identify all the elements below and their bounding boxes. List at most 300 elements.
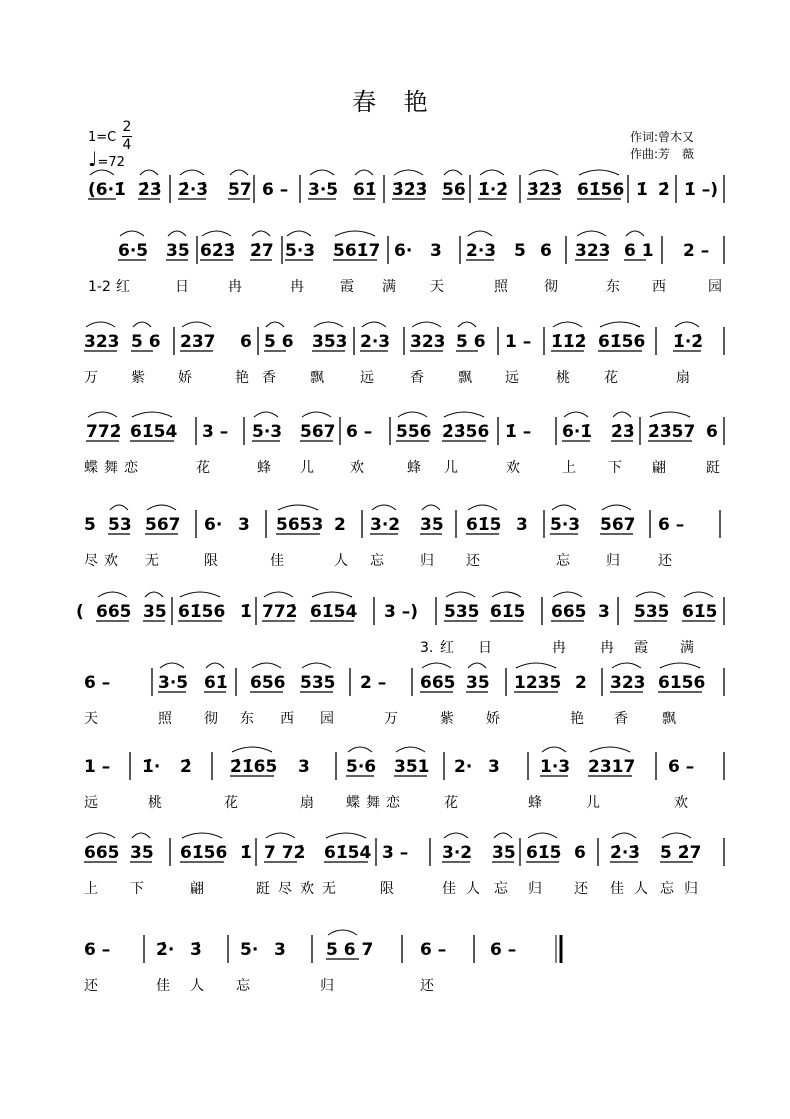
lyric-char: 欢 — [104, 553, 118, 569]
note-group: 61̇54 — [130, 422, 178, 442]
slur-arc — [145, 592, 163, 597]
lyric-char: 满 — [382, 279, 396, 295]
lyric-char: 3. — [420, 640, 434, 656]
song-title: 春 艳 — [352, 88, 438, 116]
slur-arc — [590, 747, 630, 752]
note-group: 6 – — [490, 940, 517, 960]
lyric-char: 扇 — [300, 795, 314, 811]
lyric-char: 归 — [606, 553, 620, 569]
lyric-char: 西 — [652, 279, 666, 295]
slur-arc — [314, 322, 343, 327]
slur-arc — [412, 322, 441, 327]
note-group: 6 — [574, 843, 586, 863]
lyric-char: 冉 — [552, 640, 566, 656]
note-group: 535 — [634, 602, 670, 622]
slur-arc — [86, 322, 115, 327]
note-group: 61̇ — [204, 673, 228, 693]
note-group: 61̇5 — [490, 602, 526, 622]
slur-arc — [480, 170, 504, 175]
slur-arc — [612, 663, 641, 668]
slur-arc — [362, 322, 386, 327]
lyric-char: 天 — [84, 711, 98, 727]
note-group: 6 — [240, 332, 252, 352]
note-group: 567 — [145, 515, 181, 535]
score-line — [84, 930, 561, 994]
slur-arc — [264, 592, 293, 597]
note-group: 1̇· — [142, 757, 161, 777]
note-group: 2̇3̇ — [611, 422, 635, 442]
slur-arc — [662, 833, 691, 838]
lyric-char: 佳 — [156, 978, 170, 994]
note-group: 6· — [394, 241, 413, 261]
slur-arc — [600, 322, 640, 327]
lyric-char: 万 — [384, 711, 398, 727]
slur-arc — [579, 170, 619, 175]
slur-arc — [140, 170, 158, 175]
note-group: 5 6 7 — [326, 940, 374, 960]
lyric-char: 人 — [190, 978, 204, 994]
lyric-char: 蜂 — [407, 460, 421, 476]
note-group: 2̇3̇56 — [442, 422, 490, 442]
note-group: 323 — [575, 241, 611, 261]
time-signature-bottom: 4 — [122, 137, 132, 153]
slur-arc — [182, 322, 211, 327]
note-group: 61̇54 — [324, 843, 372, 863]
note-group: 1̇ — [240, 602, 252, 622]
slur-arc — [287, 231, 311, 236]
lyricist-credit: 作词:曾木又 — [630, 130, 695, 144]
slur-arc — [444, 170, 462, 175]
note-group: 2̇ — [180, 757, 192, 777]
note-group: 3̇ — [190, 940, 202, 960]
lyric-char: 舞 — [104, 460, 118, 476]
lyric-char: 人 — [634, 881, 648, 897]
note-group: 5·3 — [550, 515, 581, 535]
slur-arc — [422, 505, 440, 510]
note-group: 665 — [551, 602, 587, 622]
lyric-char: 还 — [658, 553, 672, 569]
score-line — [76, 592, 724, 656]
slur-arc — [86, 833, 115, 838]
lyric-char: 恋 — [124, 460, 138, 476]
note-group: 5· — [240, 940, 259, 960]
slur-arc — [650, 412, 690, 417]
slur-arc — [168, 231, 186, 236]
slur-arc — [492, 592, 521, 597]
score-line — [84, 663, 724, 727]
slur-arc — [180, 592, 220, 597]
lyric-char: 儿 — [444, 460, 458, 476]
note-group: 656 — [250, 673, 286, 693]
lyric-char: 冉 — [228, 279, 242, 295]
slur-arc — [132, 833, 150, 838]
lyric-char: 限 — [204, 553, 218, 569]
lyric-char: 1-2 — [88, 279, 111, 295]
note-group: 556 — [396, 422, 432, 442]
lyric-char: 限 — [380, 881, 394, 897]
note-group: 3 — [488, 757, 500, 777]
note-group: 2317 — [588, 757, 636, 777]
note-group: 6 – — [658, 515, 685, 535]
slur-arc — [180, 170, 204, 175]
slur-arc — [444, 412, 484, 417]
lyric-char: 彻 — [204, 711, 218, 727]
lyric-char: 儿 — [586, 795, 600, 811]
note-group: 3·2 — [370, 515, 401, 535]
lyric-char: 娇 — [178, 370, 192, 386]
lyric-char: 还 — [84, 978, 98, 994]
lyric-char: 天 — [430, 279, 444, 295]
note-group: 2 – — [360, 673, 387, 693]
note-group: 35 — [143, 602, 167, 622]
slur-arc — [302, 663, 331, 668]
composer-credit: 作曲:芳 薇 — [630, 147, 695, 161]
slur-arc — [458, 322, 476, 327]
lyric-char: 无 — [322, 881, 336, 897]
note-group: 1235 — [514, 673, 562, 693]
slur-arc — [564, 412, 588, 417]
slur-arc — [348, 747, 372, 752]
lyric-char: 扇 — [676, 370, 690, 386]
lyric-char: 艳 — [235, 370, 249, 386]
lyric-char: 西 — [280, 711, 294, 727]
note-group: 1 – — [505, 332, 532, 352]
lyric-char: 忘 — [494, 881, 508, 897]
note-group: 3·2 — [442, 843, 473, 863]
score-line — [84, 747, 724, 811]
lyric-char: 东 — [606, 279, 620, 295]
lyric-char: 香 — [262, 370, 276, 386]
slur-arc — [494, 833, 512, 838]
note-group: 2̇1̇65 — [230, 757, 278, 777]
note-group: 3·5 — [158, 673, 189, 693]
lyric-char: 忘 — [370, 553, 384, 569]
lyric-char: 香 — [614, 711, 628, 727]
lyric-char: 忘 — [236, 978, 250, 994]
score-line — [88, 231, 724, 295]
lyric-char: 翩 — [652, 460, 666, 476]
lyric-char: 东 — [240, 711, 254, 727]
note-group: 5 6 — [456, 332, 486, 352]
note-group: 6· — [204, 515, 223, 535]
note-group: 5653 — [276, 515, 324, 535]
lyric-char: 无 — [145, 553, 159, 569]
note-group: 35 — [420, 515, 444, 535]
slur-arc — [684, 592, 713, 597]
slur-arc — [230, 170, 248, 175]
note-group: (6·1̇ — [88, 180, 126, 200]
note-group: 6 1 — [624, 241, 654, 261]
slur-arc — [372, 505, 396, 510]
lyric-char: 欢 — [674, 795, 688, 811]
slur-arc — [602, 505, 631, 510]
note-group: 7 72̇ — [264, 843, 306, 863]
lyric-char: 人 — [466, 881, 480, 897]
slur-arc — [577, 231, 606, 236]
note-group: 2̇·3̇ — [178, 180, 209, 200]
lyric-char: 还 — [574, 881, 588, 897]
lyric-char: 桃 — [148, 795, 162, 811]
slur-arc — [444, 833, 468, 838]
slur-arc — [202, 231, 231, 236]
slur-arc — [132, 412, 172, 417]
slur-arc — [675, 322, 699, 327]
note-group: 1·3 — [540, 757, 571, 777]
lyric-char: 霞 — [634, 640, 648, 656]
note-group: 351 — [394, 757, 430, 777]
slur-arc — [252, 231, 270, 236]
note-group: 61̇56 — [178, 602, 226, 622]
lyric-char: 下 — [130, 881, 144, 897]
lyric-char: 紫 — [131, 370, 145, 386]
slur-arc — [120, 231, 144, 236]
note-group: 665 — [420, 673, 456, 693]
slur-arc — [552, 505, 576, 510]
note-group: 6 – — [84, 673, 111, 693]
note-group: 6 – — [346, 422, 373, 442]
note-group: 3̇2̇3̇ — [392, 180, 428, 200]
note-group: 6 – — [420, 940, 447, 960]
slur-arc — [328, 930, 357, 935]
lyric-char: 还 — [466, 553, 480, 569]
note-group: 353 — [312, 332, 348, 352]
note-group: 35 — [466, 673, 490, 693]
slur-arc — [355, 170, 373, 175]
note-group: 3 — [238, 515, 250, 535]
lyric-char: 飘 — [662, 711, 676, 727]
note-group: 56 — [442, 180, 466, 200]
lyric-char: 满 — [680, 640, 694, 656]
note-group: 665 — [96, 602, 132, 622]
lyric-char: 欢 — [300, 881, 314, 897]
slur-arc — [160, 663, 184, 668]
note-group: 1̇·2̇ — [673, 332, 704, 352]
slur-arc — [302, 412, 331, 417]
note-group: 61̇5 — [682, 602, 718, 622]
lyric-char: 欢 — [506, 460, 520, 476]
lyric-char: 欢 — [350, 460, 364, 476]
slur-arc — [98, 592, 127, 597]
note-group: 3̇2̇3̇ — [527, 180, 563, 200]
note-group: 53 — [108, 515, 132, 535]
note-group: 5·3 — [252, 422, 283, 442]
note-group: 6 — [540, 241, 552, 261]
lyric-char: 归 — [684, 881, 698, 897]
slur-arc — [232, 747, 272, 752]
lyric-char: 蝶 — [84, 460, 98, 476]
note-group: 6 – — [84, 940, 111, 960]
lyric-char: 日 — [478, 640, 492, 656]
note-group: 323 — [84, 332, 120, 352]
note-group: 2 – — [683, 241, 710, 261]
lyric-char: 紫 — [440, 711, 454, 727]
lyric-char: 花 — [444, 795, 458, 811]
note-group: 57 — [228, 180, 252, 200]
lyric-char: 归 — [320, 978, 334, 994]
note-group: 772̇ — [86, 422, 122, 442]
lyric-char: 日 — [175, 279, 189, 295]
lyric-char: 艳 — [570, 711, 584, 727]
lyric-char: 翩 — [190, 881, 204, 897]
slur-arc — [326, 833, 366, 838]
lyric-char: 佳 — [610, 881, 624, 897]
note-group: 3 –) — [384, 602, 419, 622]
lyric-char: 蜂 — [257, 460, 271, 476]
score-line — [84, 322, 724, 386]
slur-arc — [396, 747, 425, 752]
note-group: 665 — [84, 843, 120, 863]
note-group: 35 — [130, 843, 154, 863]
score-line — [84, 505, 720, 569]
slur-arc — [529, 170, 558, 175]
lyric-char: 人 — [334, 553, 348, 569]
note-group: 567 — [600, 515, 636, 535]
note-group: 61̇56 — [577, 180, 625, 200]
note-group: 3 – — [382, 843, 409, 863]
lyric-char: 恋 — [386, 795, 400, 811]
key-signature: 1=C — [88, 130, 117, 145]
lyric-char: 忘 — [556, 553, 570, 569]
lyric-char: 蜂 — [528, 795, 542, 811]
note-group: 1̇1̇2̇ — [551, 332, 587, 352]
slur-arc — [542, 747, 566, 752]
slur-arc — [398, 412, 427, 417]
lyric-char: 归 — [528, 881, 542, 897]
note-group: 237 — [180, 332, 216, 352]
note-group: 5 — [84, 515, 96, 535]
slur-arc — [266, 322, 284, 327]
slur-arc — [88, 412, 117, 417]
note-group: 323 — [610, 673, 646, 693]
note-group: 61̇56 — [598, 332, 646, 352]
slur-arc — [266, 833, 295, 838]
time-signature-top: 2 — [122, 119, 132, 135]
slur-arc — [110, 505, 128, 510]
note-group: 535 — [300, 673, 336, 693]
lyric-char: 照 — [494, 279, 508, 295]
note-group: 62̇3̇ — [200, 241, 236, 261]
tempo-value: =72 — [97, 155, 125, 170]
lyric-char: 照 — [158, 711, 172, 727]
note-group: 3 — [298, 757, 310, 777]
lyric-char: 冉 — [600, 640, 614, 656]
note-group: 61̇ — [353, 180, 377, 200]
note-group: 1̇ – — [505, 422, 532, 442]
note-group: 6 — [706, 422, 718, 442]
lyric-char: 万 — [84, 370, 98, 386]
lyric-char: 红 — [440, 640, 454, 656]
note-group: 5·3 — [285, 241, 316, 261]
note-group: 35 — [492, 843, 516, 863]
slur-arc — [626, 231, 644, 236]
note-group: 2· — [454, 757, 473, 777]
slur-arc — [660, 663, 700, 668]
note-group: 5 6 — [264, 332, 294, 352]
note-group: 2·3 — [466, 241, 497, 261]
slur-arc — [252, 663, 281, 668]
note-group: 561̇7 — [333, 241, 381, 261]
slur-arc — [90, 170, 114, 175]
note-group: ( — [76, 602, 84, 622]
slur-arc — [612, 833, 636, 838]
lyric-char: 冉 — [290, 279, 304, 295]
lyric-char: 娇 — [486, 711, 500, 727]
lyric-char: 花 — [604, 370, 618, 386]
note-group: 567 — [300, 422, 336, 442]
note-group: 2̇7 — [250, 241, 274, 261]
lyric-char: 园 — [708, 279, 722, 295]
lyric-char: 花 — [224, 795, 238, 811]
lyric-char: 上 — [562, 460, 576, 476]
lyric-char: 花 — [196, 460, 210, 476]
note-group: 2 — [334, 515, 346, 535]
slur-arc — [446, 592, 475, 597]
quarter-note-icon: ♩ — [88, 147, 98, 171]
lyric-char: 霞 — [340, 279, 354, 295]
note-group: 61̇5 — [466, 515, 502, 535]
note-group: 2̇ — [658, 180, 670, 200]
score-line — [88, 170, 724, 203]
slur-arc — [147, 505, 176, 510]
lyric-char: 远 — [360, 370, 374, 386]
note-group: 61̇56 — [180, 843, 228, 863]
note-group: 3 — [274, 940, 286, 960]
note-group: 3 — [430, 241, 442, 261]
note-group: 1̇·2̇ — [478, 180, 509, 200]
slur-arc — [516, 663, 556, 668]
note-group: 6·1̇ — [562, 422, 593, 442]
note-group: 6 – — [668, 757, 695, 777]
note-group: 5 2̇7 — [660, 843, 702, 863]
lyric-char: 园 — [320, 711, 334, 727]
note-group: 5·6 — [346, 757, 377, 777]
lyric-char: 香 — [410, 370, 424, 386]
note-group: 6156 — [658, 673, 706, 693]
slur-arc — [182, 833, 222, 838]
slur-arc — [312, 592, 352, 597]
note-group: 61̇5 — [526, 843, 562, 863]
lyric-char: 飘 — [310, 370, 324, 386]
slur-arc — [613, 412, 631, 417]
note-group: 3 — [598, 602, 610, 622]
slur-arc — [636, 592, 665, 597]
slur-arc — [310, 170, 334, 175]
lyric-char: 远 — [84, 795, 98, 811]
note-group: 5 — [514, 241, 526, 261]
lyric-char: 红 — [116, 279, 130, 295]
note-group: 323 — [410, 332, 446, 352]
slur-arc — [422, 663, 451, 668]
slur-arc — [553, 592, 582, 597]
slur-arc — [468, 231, 492, 236]
slur-arc — [335, 231, 375, 236]
note-group: 2 — [575, 673, 587, 693]
slur-arc — [254, 412, 278, 417]
slur-arc — [394, 170, 423, 175]
lyric-char: 跹 — [256, 881, 270, 897]
note-group: 6 – — [262, 180, 289, 200]
note-group: 2̇3̇ — [138, 180, 162, 200]
note-group: 2̇·3̇ — [610, 843, 641, 863]
note-group: 1̇ — [240, 843, 252, 863]
note-group: 5 6 — [131, 332, 161, 352]
note-group: 1 – — [84, 757, 111, 777]
lyric-char: 飘 — [458, 370, 472, 386]
lyric-char: 下 — [608, 460, 622, 476]
note-group: 2·3 — [360, 332, 391, 352]
lyric-char: 佳 — [442, 881, 456, 897]
slur-arc — [468, 663, 486, 668]
